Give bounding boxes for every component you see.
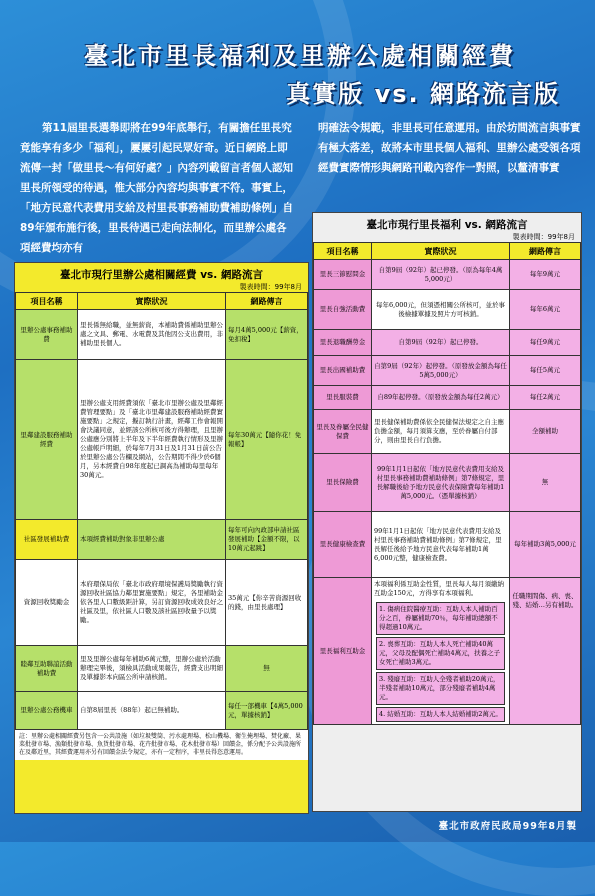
table-row <box>16 360 308 520</box>
left-table-header <box>16 293 308 310</box>
header-cell: 網路傳言 <box>510 243 581 260</box>
right-table <box>313 242 581 725</box>
left-panel-note: 製表時間：99年8月 <box>239 283 302 291</box>
table-row <box>16 310 308 360</box>
item-actual: 每年6,000元，但須憑相關公所核可，並於事後檢據單據及照片方可核銷。 <box>372 290 510 330</box>
item-actual <box>372 578 510 725</box>
item-rumor: 每月4萬5,000元【薪資，免扣稅】 <box>226 310 308 360</box>
intro-left: 第11屆里長選舉即將在99年底舉行，有關擔任里長究竟能享有多少「福利」，屢屢引起民眾好奇。近日網路上即流傳一封「做里長～有何好處？」內容列載留言者個人認知里長所領受的待遇，惟大部分內容均與事實不符。事實上，「地方民意代表費用支給及村里長事務補助費補助條例」自89年頒布施行後，里長待遇已走向法制化，而里辦公處各項經費均亦有 <box>20 122 293 254</box>
table-row <box>314 454 581 512</box>
item-name: 里長出國補助費 <box>314 356 372 386</box>
footer-credit: 臺北市政府民政局99年8月製 <box>438 821 577 832</box>
table-row <box>314 330 581 356</box>
table-row <box>314 386 581 410</box>
item-name: 里長退職酬勞金 <box>314 330 372 356</box>
item-name: 里長保險費 <box>314 454 372 512</box>
header-cell: 項目名稱 <box>16 293 78 310</box>
item-actual: 里長係無給職，並無薪資，本補助費係補助里辦公處之文具、郵電、水電費及其他因公支出費用，非補助里長個人。 <box>78 310 226 360</box>
page-subtitle: 真實版 vs. 網路流言版 <box>286 80 560 108</box>
table-row <box>314 410 581 454</box>
item-name: 里鄰建設服務補助經費 <box>16 360 78 520</box>
header-cell: 實際狀況 <box>372 243 510 260</box>
table-row <box>314 260 581 290</box>
item-rumor: 每任一部機車【4萬5,000元，單據核銷】 <box>226 692 308 730</box>
welfare-item: 1. 傷病住院醫療互助：互助人本人補助百分之百，眷屬補助70％，每年補助總額不得超過10萬元。 <box>376 602 505 635</box>
table-row <box>16 520 308 560</box>
item-name: 里長健康檢查費 <box>314 512 372 578</box>
welfare-item: 3. 殘廢互助：互助人全殘者補助20萬元，半殘者補助10萬元，部分殘廢者補助4萬元。 <box>376 672 505 705</box>
item-rumor: 任職期間傷、病、喪、殘、結婚…另有補助。 <box>510 578 581 725</box>
item-name: 社區發展補助費 <box>16 520 78 560</box>
item-rumor: 每任2萬元 <box>510 386 581 410</box>
left-table <box>15 292 308 730</box>
item-name: 資源回收獎勵金 <box>16 560 78 646</box>
item-actual: 里辦公處支用經費須依「臺北市里辦公處及里鄰經費管理要點」及「臺北市里鄰建設服務補助經費實施要點」之規定，擬訂執行計畫，經鄰工作會報開會決議同意，並經該公所核可後方得辦理，且里辦公處應分別將上半年及下半年經費執行情形及里辦公處帳戶明細，於每年7月31日及1月31日前公告於里辦公處公告欄及網站，公告期間不得少於6個月，另本經費自98年度起已調高為補助每里每年30萬元。 <box>78 360 226 520</box>
item-actual: 自第9屆（92年）起已停發。 <box>372 330 510 356</box>
item-rumor: 每年可向內政部申請社區發展補助【金額不限，以10萬元起跳】 <box>226 520 308 560</box>
table-row <box>16 692 308 730</box>
right-table-header <box>314 243 581 260</box>
item-rumor: 每年9萬元 <box>510 260 581 290</box>
item-actual: 里及里辦公處每年補助6萬元整，里辦公處於活動辦理完畢後，須檢具活動成果報告，經費支出明細及單據影本向區公所申請核銷。 <box>78 646 226 692</box>
left-footnote: 註：里辦公處相關經費另包含一公共設施（如垃圾雙筒、污水處理場、松山機場、衛生掩埋場、焚化廠、果菜批發市場、漁類批發市場、魚貨批發市場、花卉批發市場、花木批發市場）回饋金，係分配予公共設施所在及鄰近里，其經費運用亦另有回饋金法令規定，亦有一定程序，非里長得恣意運用。 <box>15 730 308 760</box>
item-name: 里長三節慰問金 <box>314 260 372 290</box>
item-actual: 里長健保補助費係依全民健保法規定之自主應負擔金額，每月須算支應，至於眷屬自付部分，則由里長自行負擔。 <box>372 410 510 454</box>
item-rumor: 每年補助3萬5,000元 <box>510 512 581 578</box>
table-row <box>16 560 308 646</box>
item-name: 里長服裝費 <box>314 386 372 410</box>
item-name: 里長自強活動費 <box>314 290 372 330</box>
right-panel-title: 臺北市現行里長福利 vs. 網路流言 <box>366 219 528 231</box>
item-name: 里辦公處事務補助費 <box>16 310 78 360</box>
intro-right: 明確法令規範，非里長可任意運用。由於坊間流言與事實有極大落差，故將本市里長個人福利、里辦公處受領各項經費實際情形與網路刊載內容作一對照，以釐清事實 <box>318 122 581 174</box>
left-panel <box>14 262 309 814</box>
table-row <box>16 646 308 692</box>
item-actual: 自第9屆（92年）起已停發。（原為每年4萬5,000元） <box>372 260 510 290</box>
item-actual: 自第8屆里長（88年）起已無補助。 <box>78 692 226 730</box>
item-name: 里長及眷屬全民健保費 <box>314 410 372 454</box>
welfare-item: 4. 結婚互助：互助人本人結婚補助2萬元。 <box>376 707 505 722</box>
table-row <box>314 578 581 725</box>
table-row <box>314 290 581 330</box>
item-rumor: 無 <box>226 646 308 692</box>
right-panel-note: 製表時間：99年8月 <box>512 233 575 241</box>
item-name: 里長福利互助金 <box>314 578 372 725</box>
welfare-item: 2. 喪葬互助：互助人本人死亡補助40萬元，父母及配偶死亡補助4萬元，扶養之子女死亡補助3萬元。 <box>376 637 505 670</box>
item-name: 睦鄰互助聯誼活動補助費 <box>16 646 78 692</box>
table-row <box>314 512 581 578</box>
item-actual: 自89年起停發。（原發放金額為每任2萬元） <box>372 386 510 410</box>
left-panel-title: 臺北市現行里辦公處相關經費 vs. 網路流言 <box>60 269 263 281</box>
item-rumor: 每任9萬元 <box>510 330 581 356</box>
welfare-intro: 本項福利係互助金性質，里長每人每月須繳納互助金150元，方得享有本項福利。 <box>374 580 504 597</box>
header-cell: 項目名稱 <box>314 243 372 260</box>
item-rumor: 無 <box>510 454 581 512</box>
item-actual: 自第9屆（92年）起停發。（原發放金額為每任5萬5,000元） <box>372 356 510 386</box>
table-row <box>314 356 581 386</box>
item-actual: 本項經費補助對象非里辦公處 <box>78 520 226 560</box>
item-rumor: 每年30萬元【隨你花！免報帳】 <box>226 360 308 520</box>
item-actual: 99年1月1日起依「地方民意代表費用支給及村里長事務補助費補助條例」第7條規定，里長解任後給予地方民意代表每年補助1萬6,000元整，健康檢查費。 <box>372 512 510 578</box>
right-panel <box>312 212 582 812</box>
item-rumor: 每任5萬元 <box>510 356 581 386</box>
item-actual: 99年1月1日起依「地方民意代表費用支給及村里長事務補助費補助條例」第7條規定，里長解職後給予地方民意代表保險費每年補助1萬5,000元。（憑單據核銷） <box>372 454 510 512</box>
header-cell: 網路傳言 <box>226 293 308 310</box>
item-name: 里辦公處公務機車 <box>16 692 78 730</box>
item-actual: 本府環保局依「臺北市政府環境保護局獎勵執行資源回收社區協力鄰里實施要點」規定，各里補助金依各里人口數級距計算，另訂資源回收成效良好之社區及里，依社區人口數及該社區回收量予以獎勵。 <box>78 560 226 646</box>
item-rumor: 每年6萬元 <box>510 290 581 330</box>
header-cell: 實際狀況 <box>78 293 226 310</box>
page-title: 臺北市里長福利及里辦公處相關經費 <box>84 42 516 70</box>
item-rumor: 全額補助 <box>510 410 581 454</box>
item-rumor: 35萬元【你辛苦資源回收的錢，由里長處理】 <box>226 560 308 646</box>
